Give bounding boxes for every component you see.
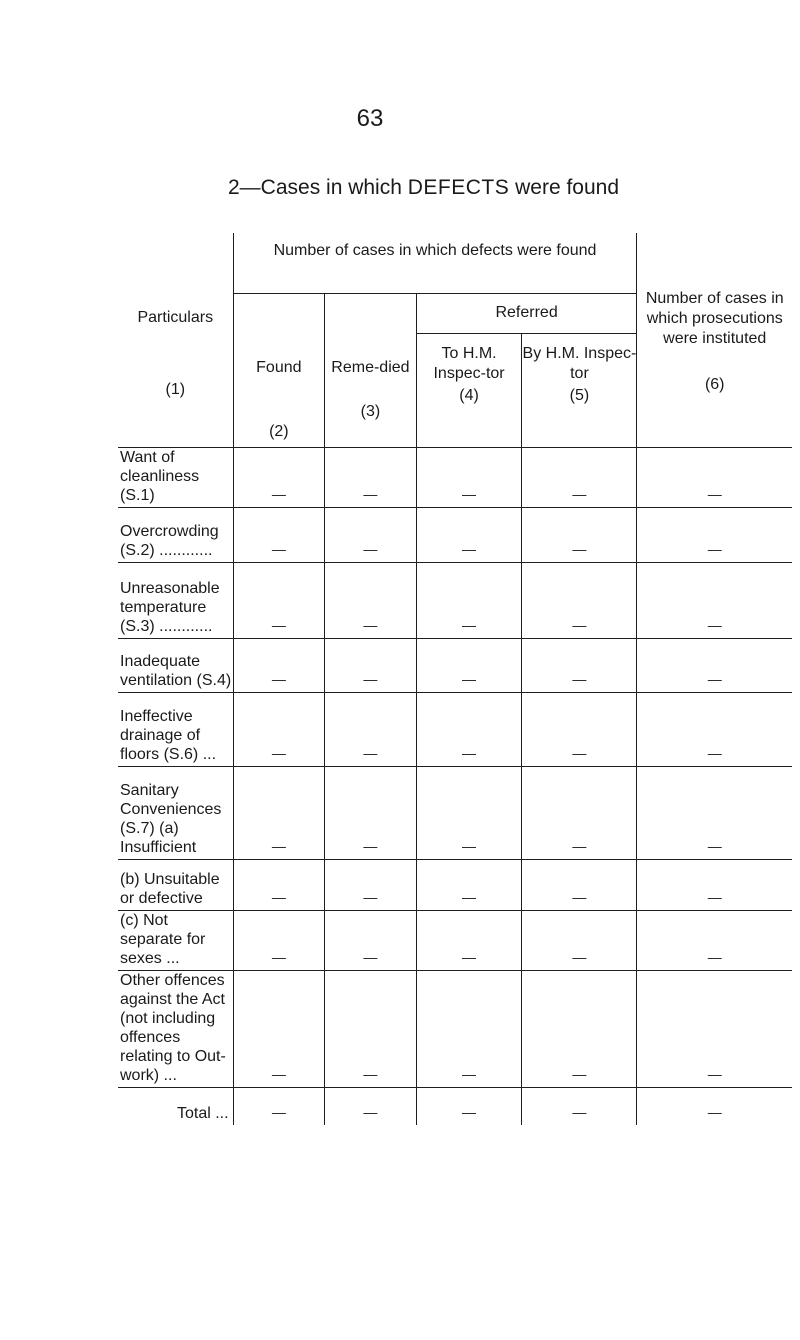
row-label: Inadequate ventilation (S.4) [118, 638, 233, 692]
table-row [118, 970, 792, 1087]
header-number-of-cases: Number of cases in which defects were found [233, 233, 637, 293]
cell-value: — [637, 692, 792, 766]
cell-value: — [522, 1087, 637, 1125]
row-label: (c) Not separate for sexes ... [118, 910, 233, 970]
cell-value: — [637, 1087, 792, 1125]
cell-value: — [233, 638, 325, 692]
cell-value: — [522, 447, 637, 507]
cell-value: — [522, 910, 637, 970]
particulars-label: Particulars [137, 309, 214, 326]
prosecutions-label: Number of cases in which prosecutions were instituted [645, 290, 784, 347]
cell-value: — [325, 447, 417, 507]
found-label: Found [256, 358, 302, 376]
cell-value: — [233, 507, 325, 562]
cell-value: — [522, 859, 637, 910]
cell-value: — [522, 970, 637, 1087]
table-row [118, 1087, 792, 1125]
row-label: Total ... [118, 1087, 233, 1125]
page-heading [228, 176, 619, 200]
cell-value: — [325, 970, 417, 1087]
table-row [118, 859, 792, 910]
particulars-number: (1) [165, 381, 186, 398]
cell-value: — [325, 638, 417, 692]
cell-value: — [522, 638, 637, 692]
table-row [118, 910, 792, 970]
cell-value: — [325, 910, 417, 970]
by-hm-label: By H.M. Inspec-tor [522, 344, 637, 382]
cell-value: — [416, 970, 522, 1087]
cell-value: — [416, 859, 522, 910]
header-referred: Referred [416, 293, 637, 333]
by-hm-number: (5) [569, 386, 590, 404]
table-row [118, 507, 792, 562]
cell-value: — [325, 1087, 417, 1125]
cell-value: — [522, 692, 637, 766]
cell-value: — [637, 970, 792, 1087]
prosecutions-number: (6) [704, 376, 725, 393]
row-label: Other offences against the Act (not including offences relating to Out-work) ... [118, 970, 233, 1087]
cell-value: — [637, 859, 792, 910]
header-to-hm-inspector [416, 333, 522, 447]
table-row [118, 638, 792, 692]
cell-value: — [637, 507, 792, 562]
cell-value: — [233, 447, 325, 507]
cell-value: — [325, 766, 417, 859]
cell-value: — [233, 562, 325, 638]
defects-table [118, 233, 792, 1125]
remedied-number: (3) [360, 402, 381, 420]
row-label: Ineffective drainage of floors (S.6) ... [118, 692, 233, 766]
cell-value: — [416, 507, 522, 562]
remedied-label: Reme-died [331, 358, 410, 376]
cell-value: — [637, 447, 792, 507]
cell-value: — [233, 766, 325, 859]
cell-value: — [416, 638, 522, 692]
row-label: Sanitary Conveniences (S.7) (a) Insufficient [118, 766, 233, 859]
cell-value: — [416, 562, 522, 638]
cell-value: — [325, 507, 417, 562]
to-hm-label: To H.M. Inspec-tor [433, 344, 505, 382]
cell-value: — [233, 859, 325, 910]
cell-value: — [325, 562, 417, 638]
found-number: (2) [269, 422, 289, 440]
header-prosecutions [637, 233, 792, 447]
cell-value: — [416, 766, 522, 859]
header-remedied [325, 293, 417, 447]
cell-value: — [637, 766, 792, 859]
row-label: Overcrowding (S.2) ............ [118, 507, 233, 562]
cell-value: — [325, 859, 417, 910]
cell-value: — [637, 562, 792, 638]
cell-value: — [325, 692, 417, 766]
table-row [118, 692, 792, 766]
to-hm-number: (4) [459, 386, 479, 404]
cell-value: — [416, 692, 522, 766]
heading-suffix: were found [509, 176, 620, 199]
header-by-hm-inspector [522, 333, 637, 447]
cell-value: — [233, 692, 325, 766]
cell-value: — [416, 910, 522, 970]
cell-value: — [233, 910, 325, 970]
table-row [118, 562, 792, 638]
cell-value: — [522, 766, 637, 859]
heading-prefix: 2—Cases in which [228, 176, 408, 199]
header-particulars [118, 233, 233, 447]
cell-value: — [637, 638, 792, 692]
table-row [118, 447, 792, 507]
cell-value: — [522, 507, 637, 562]
cell-value: — [637, 910, 792, 970]
header-found [233, 293, 325, 447]
table-row [118, 766, 792, 859]
row-label: (b) Unsuitable or defective [118, 859, 233, 910]
cell-value: — [233, 1087, 325, 1125]
row-label: Unreasonable temperature (S.3) ............ [118, 562, 233, 638]
row-label: Want of cleanliness (S.1) [118, 447, 233, 507]
cell-value: — [416, 447, 522, 507]
heading-caps: DEFECTS [407, 176, 510, 199]
page-number: 63 [356, 105, 384, 132]
cell-value: — [522, 562, 637, 638]
cell-value: — [416, 1087, 522, 1125]
cell-value: — [233, 970, 325, 1087]
